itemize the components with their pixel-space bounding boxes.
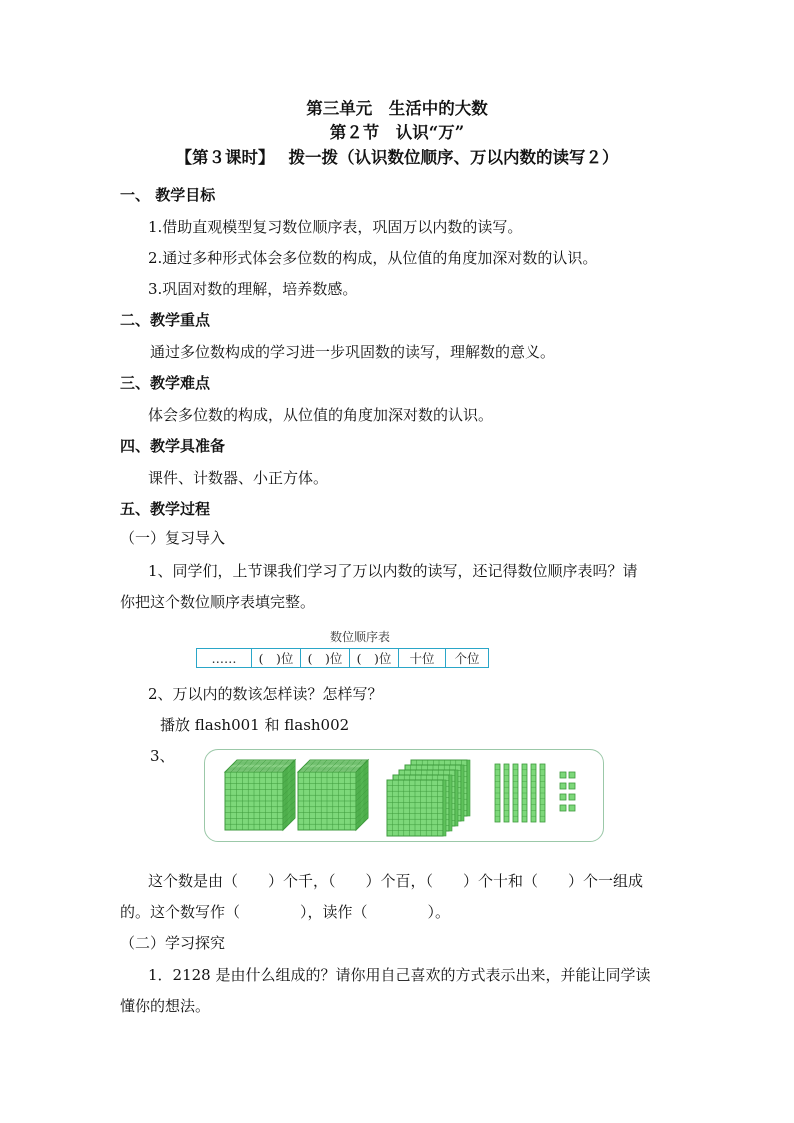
one-unit (560, 794, 566, 800)
objective-1: 1.借助直观模型复习数位顺序表，巩固万以内数的读写。 (148, 218, 523, 236)
ten-rod (522, 764, 527, 822)
part1-q1-line2: 你把这个数位顺序表填完整。 (120, 593, 316, 611)
part2-q1-line2: 懂你的想法。 (120, 997, 211, 1015)
ten-rod (540, 764, 545, 822)
ten-rod (513, 764, 518, 822)
base-ten-blocks-illustration (205, 750, 602, 840)
heading-process: 五、教学过程 (120, 500, 211, 518)
one-unit (569, 805, 575, 811)
place-cell-ellipsis: …… (197, 649, 252, 668)
ten-rod (531, 764, 536, 822)
key-points-text: 通过多位数构成的学习进一步巩固数的读写，理解数的意义。 (150, 343, 556, 361)
place-cell-blank-3: ( )位 (350, 649, 399, 668)
flash-note: 播放 flash001 和 flash002 (160, 716, 350, 734)
part1-q2: 2、万以内的数该怎样读？怎样写？ (148, 685, 383, 703)
part1-q3-label: 3、 (150, 747, 175, 765)
hundred-flat (387, 780, 446, 836)
part1-q3-line1: 这个数是由（ ）个千，（ ）个百，（ ）个十和（ ）个一组成 (148, 872, 644, 890)
thousand-cube (225, 760, 295, 830)
materials-text: 课件、计数器、小正方体。 (148, 469, 329, 487)
part1-label: （一）复习导入 (120, 529, 226, 547)
place-cell-ones: 个位 (446, 649, 489, 668)
objective-3: 3.巩固对数的理解，培养数感。 (148, 280, 358, 298)
heading-objectives: 一、 教学目标 (120, 186, 216, 204)
thousand-cube (298, 760, 368, 830)
place-table-caption: 数位顺序表 (329, 630, 390, 644)
base-ten-blocks-box (204, 749, 604, 842)
one-unit (560, 783, 566, 789)
heading-materials: 四、教学具准备 (120, 437, 226, 455)
heading-key-points: 二、教学重点 (120, 311, 211, 329)
lesson-title: 【第３课时】 拨一拨（认识数位顺序、万以内数的读写２） (175, 148, 619, 167)
ten-rod (495, 764, 500, 822)
objective-2: 2.通过多种形式体会多位数的构成，从位值的角度加深对数的认识。 (148, 249, 598, 267)
part1-q1-line1: 1、同学们，上节课我们学习了万以内数的读写，还记得数位顺序表吗？请 (148, 562, 638, 580)
unit-title: 第三单元 生活中的大数 (306, 99, 488, 118)
part2-label: （二）学习探究 (120, 934, 226, 952)
one-unit (560, 805, 566, 811)
ten-rod (504, 764, 509, 822)
heading-difficulties: 三、教学难点 (120, 374, 211, 392)
one-unit (569, 794, 575, 800)
place-value-table (196, 648, 489, 668)
place-cell-blank-1: ( )位 (252, 649, 301, 668)
one-unit (569, 772, 575, 778)
difficulties-text: 体会多位数的构成，从位值的角度加深对数的认识。 (148, 406, 494, 424)
part1-q2-note (160, 715, 349, 735)
part1-q3-line2: 的。这个数写作（ ），读作（ ）。 (120, 903, 451, 921)
one-unit (560, 772, 566, 778)
one-unit (569, 783, 575, 789)
place-cell-blank-2: ( )位 (301, 649, 350, 668)
place-cell-tens: 十位 (399, 649, 446, 668)
section-title: 第２节 认识“万” (329, 123, 465, 142)
part2-q1-line1: 1．2128 是由什么组成的？请你用自己喜欢的方式表示出来，并能让同学读 (148, 966, 651, 984)
